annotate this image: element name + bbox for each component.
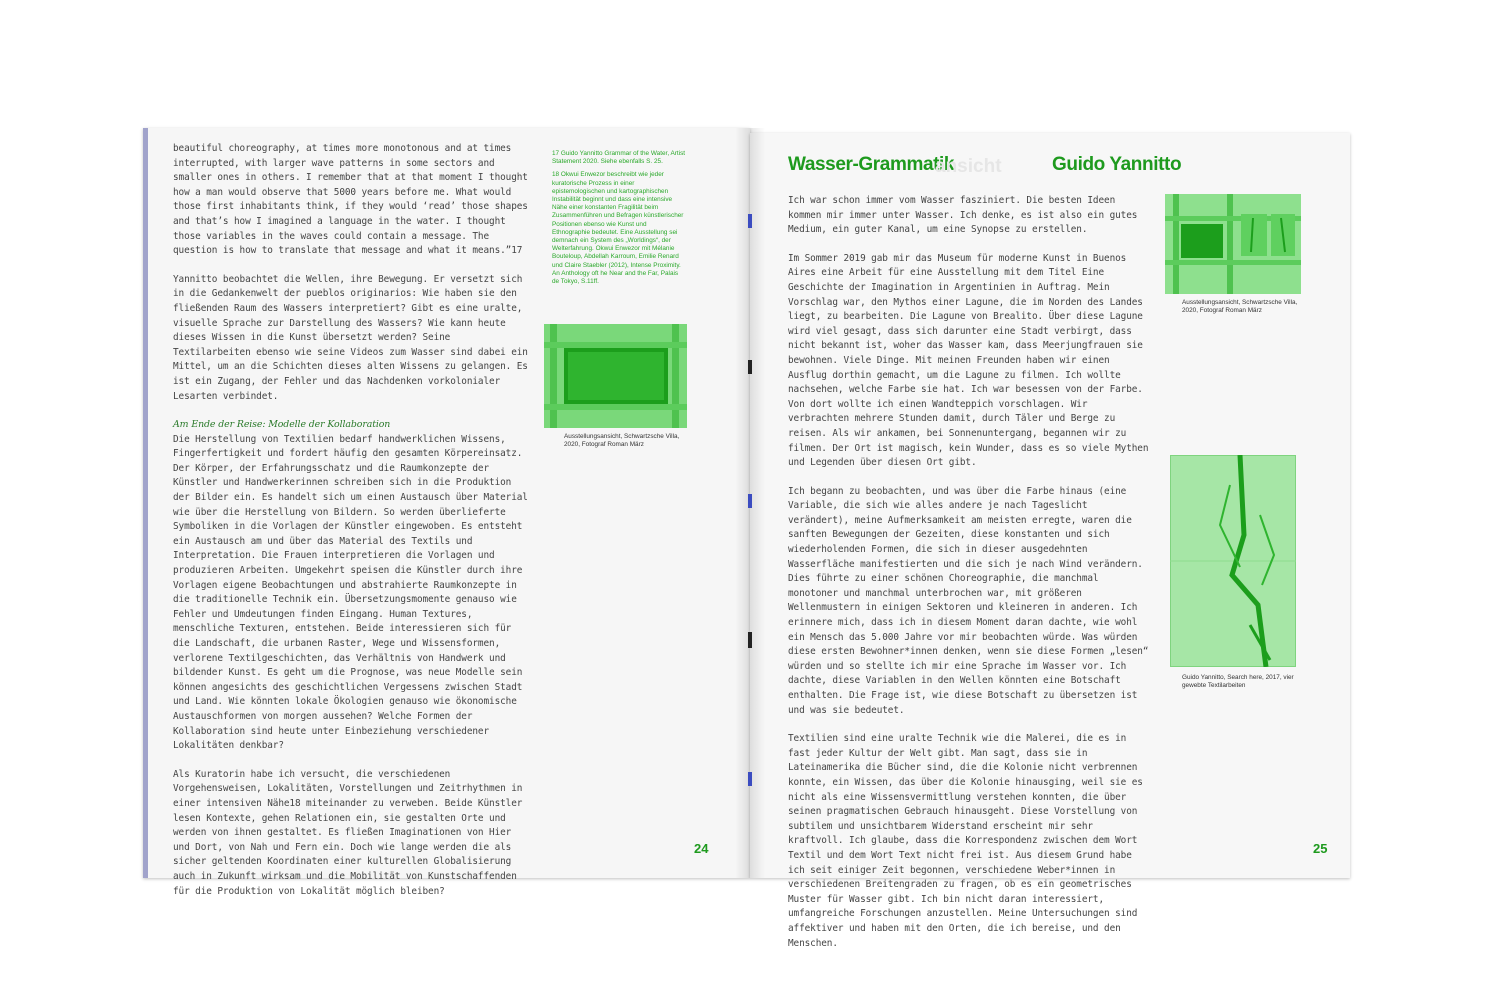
right-main-text bbox=[788, 194, 1153, 965]
exhibition-photo bbox=[544, 324, 687, 428]
article-title: Wasser-Grammatik bbox=[788, 154, 955, 175]
paragraph: Als Kuratorin habe ich versucht, die verschiedenen Vorgehensweisen, Lokalitäten, Vorstellungen und Zeitrhythmen in einer intensiven Nähe18 miteinander zu verweben. Beide Künstler lesen Kontexte, gehen Relationen ein, sie gestalten Orte und werden von ihnen gestaltet. Es fließen Imaginationen von Hier und Dort, von Nah und Fern ein. Doch wie lange werden die als sicher geltenden Koordinaten einer kulturellen Globalisierung auch in Zukunft wirksam und die Mobilität von Kunstschaffenden für die Produktion von Lokalität möglich bleiben? bbox=[173, 768, 523, 897]
exhibition-photo bbox=[1165, 194, 1301, 294]
paragraph: Die Herstellung von Textilien bedarf handwerklichen Wissens, Fingerfertigkeit und fordert häufig den gesamten Körpereinsatz. Der Körper, der Erfahrungsschatz und die Raumkonzepte der Künstler und Handwerkerinnen schreiben sich in die Produktion der Bilder ein. Es handelt sich um einen Austausch über Material wie über die Herstellung von Bildern. So werden überlieferte Symboliken in die Vorlagen der Künstler eingewoben. Es entsteht ein Austausch am und über das Material des Textils und Interpretation. Die Frauen interpretieren die Vorlagen und produzieren Arbeiten. Umgekehrt speisen die Künstler durch ihre Vorlagen eigene Beobachtungen und abstrahierte Raumkonzepte in die traditionelle Technik ein. Übersetzungsmomente genauso wie Fehler und Umdeutungen finden Eingang. Human Textures, menschliche Texturen, entstehen. Beide interessieren sich für die Landschaft, die urbanen Raster, Wege und Wissensformen, verlorene Textilgeschichten, das Verhältnis von Handwerk und bildender Kunst. Es geht um die Prognose, was neue Modelle sein können angesichts des geschichtlichen Vergessens zwischen Stadt und Land. Wie könnten lokale Ökologien genauso wie ökonomische Austauschformen von morgen aussehen? Welche Formen der Kollaboration sind heute unter Einbeziehung verschiedener Lokalitäten denkbar? bbox=[173, 433, 528, 752]
footnote-17: 17 Guido Yannitto Grammar of the Water, Artist Statement 2020. Siehe ebenfalls S. 25. bbox=[552, 150, 686, 166]
page-tab bbox=[748, 632, 752, 648]
textile-artwork bbox=[1170, 455, 1296, 667]
page-tab bbox=[748, 772, 752, 786]
show-through-text: ansicht bbox=[935, 156, 1002, 177]
image-caption: Guido Yannitto, Search here, 2017, vier gewebte Textilarbeiten bbox=[1182, 674, 1294, 690]
image-caption: Ausstellungsansicht, Schwartzsche Villa, 2020, Fotograf Roman März bbox=[1182, 299, 1298, 315]
page-number: 25 bbox=[1313, 841, 1328, 856]
page-number: 24 bbox=[694, 841, 709, 856]
page-tab bbox=[748, 494, 752, 508]
paragraph: Textilien sind eine uralte Technik wie die Malerei, die es in fast jeder Kultur der Welt gibt. Man sagt, dass sie in Lateinamerika die Bücher sind, die die Kolonie nicht verbrennen konnte, ein Wissen, das über die Kolonie hinausging, weil sie es nicht als eine Wissensvermittlung verstehen konnten, die über seinen pragmatischen Gebrauch hinausgeht. Diese Vorstellung von subtilem und unsichtbarem Widerstand erscheint mir sehr kraftvoll. Ich glaube, dass die Korrespondenz zwischen dem Wort Textil und dem Wort Text nicht frei ist. Aus diesem Grund habe ich seit einiger Zeit begonnen, verschiedene Weber*innen in verschiedenen Breitengraden zu fragen, ob es ein geometrisches Muster für Wasser gibt. Ich bin nicht daran interessiert, umfangreiche Forschungen anzustellen. Meine Untersuchungen sind affektiver und haben mit den Orten, die ich bereise, und den Menschen. bbox=[788, 733, 1143, 949]
paragraph: Im Sommer 2019 gab mir das Museum für moderne Kunst in Buenos Aires eine Arbeit für eine Ausstellung mit dem Titel Eine Geschichte der Imagination in Argentinien in Auftrag. Mein Vorschlag war, den Mythos einer Lagune, die im Norden des Landes liegt, zu bearbeiten. Die Lagune von Brealito. Über diese Lagune wird viel gesagt, dass sich darunter eine Stadt verbirgt, dass nicht bekannt ist, woher das Wasser kam, dass Meerjungfrauen sie bewohnen. Viele Dinge. Mit meinen Freunden haben wir einen Ausflug dorthin gemacht, um die Lagune zu filmen. Ich wollte nachsehen, welche Farbe sie hat. Ich war besessen von der Farbe. Von dort wollte ich einen Wandteppich vorschlagen. Wir verbrachten mehrere Stunden damit, durch Täler und Berge zu reisen. Als wir ankamen, bei Sonnenuntergang, begannen wir zu filmen. Der Ort ist magisch, kein Wunder, dass es so viele Mythen und Legenden über diesen Ort gibt. bbox=[788, 252, 1149, 469]
left-main-text bbox=[173, 142, 533, 913]
footnotes bbox=[552, 150, 686, 291]
paragraph: beautiful choreography, at times more monotonous and at times interrupted, with larger wave patterns in some sectors and smaller ones in others. I remember that at that moment I thought how a man would observe that 5000 years before me. What would those first inhabitants think, if they would ‘read’ those shapes and that’s how I imagined a language in the water. I thought those variables in the waves could contain a message. The question is how to translate that message and what it means.”17 bbox=[173, 143, 528, 257]
paragraph: Ich begann zu beobachten, und was über die Farbe hinaus (eine Variable, die sich wie alles andere je nach Tageslicht verändert), meine Aufmerksamkeit am meisten erregte, waren die sanften Bewegungen der Gezeiten, diese konstanten und sich wiederholenden Formen, die sich in dieser ausgedehnten Wasserfläche manifestierten und die sich je nach Wind verändern. Dies führte zu einer schönen Choreographie, die manchmal monotoner und manchmal unterbrochen war, mit größeren Wellenmustern in einigen Sektoren und kleineren in anderen. Ich erinnere mich, dass ich in diesem Moment daran dachte, wie wohl ein Mensch das 5.000 Jahre vor mir beobachten würde. Was würden diese ersten Bewohner*innen denken, wenn sie diese Formen „lesen“ würden und so stellte ich mir eine Sprache im Wasser vor. Ich dachte, diese Variablen in den Wellen könnten eine Botschaft enthalten. Die Frage ist, wie diese Botschaft zu übersetzen ist und was sie bedeutet. bbox=[788, 485, 1149, 716]
page-tab bbox=[748, 214, 752, 228]
artist-name: Guido Yannitto bbox=[1052, 154, 1182, 175]
booklet-edge bbox=[143, 128, 148, 878]
page-tab bbox=[748, 360, 752, 374]
paragraph: Yannitto beobachtet die Wellen, ihre Bewegung. Er versetzt sich in die Gedankenwelt der pueblos originarios: Wie haben sie den fließenden Raum des Wassers interpretiert? Gibt es eine uralte, visuelle Sprache zur Darstellung des Wassers? Wie kann heute dieses Wissen in die Kunst übersetzt werden? Seine Textilarbeiten ebenso wie seine Videos zum Wasser sind dabei ein Mittel, um an die Schichten dieses alten Wissens zu gelangen. Es ist ein Zugang, der Fehler und das Nachdenken vorkolonialer Lesarten verbindet. bbox=[173, 273, 528, 402]
paragraph: Ich war schon immer vom Wasser fasziniert. Die besten Ideen kommen mir immer unter Wasser. Ich denke, es ist also ein gutes Medium, ein guter Kanal, um eine Synopse zu erstellen. bbox=[788, 195, 1138, 236]
footnote-18: 18 Okwui Enwezor beschreibt wie jeder kuratorische Prozess in einer epistemologischen und kartographischen Instabilität beginnt und dass eine intensive Nähe einer konstanten Fragilität beim Zusammenführen und Befragen künstlerischer Positionen ebenso wie Kunst und Ethnographie bedeutet. Eine Ausstellung sei demnach ein System des „Worldings“, der Welterfahrung. Okwui Enwezor mit Mélanie Bouteloup, Abdellah Karroum, Emilie Renard und Claire Staebler (2012), Intense Proximity. An Anthology oft he Near and the Far, Palais de Tokyo, S.11ff. bbox=[552, 171, 684, 286]
image-caption: Ausstellungsansicht, Schwartzsche Villa, 2020, Fotograf Roman März bbox=[564, 433, 680, 449]
subheading: Am Ende der Reise: Modelle der Kollaboration bbox=[173, 419, 391, 431]
